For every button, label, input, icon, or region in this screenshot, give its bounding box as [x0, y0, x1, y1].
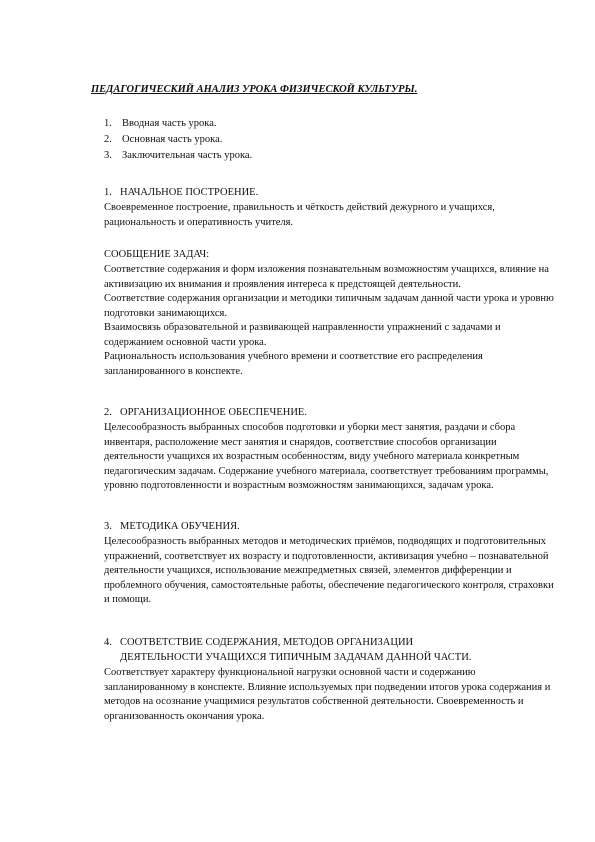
section-heading-continuation: ДЕЯТЕЛЬНОСТИ УЧАЩИХСЯ ТИПИЧНЫМ ЗАДАЧАМ ДАННОЙ ЧАСТИ.: [120, 652, 472, 663]
section-content-correspondence: [104, 636, 559, 724]
list-item-number: 3.: [104, 150, 112, 161]
section-paragraph: Соответствие содержания и форм изложения познавательным возможностям учащихся, влияние на активизацию их внимания и проявления интереса к предстоящей деятельности.: [104, 264, 549, 290]
section-initial-formation: [104, 186, 559, 230]
section-paragraph: Рациональность использования учебного времени и соответствие его распределения запланированного в конспекте.: [104, 351, 483, 377]
section-paragraph: Целесообразность выбранных методов и методических приёмов, подводящих и подготовительных упражнений, соответствует их возрасту и подготовленности, активизация учебно – познавательной деятельности учащихся, использование межпредметных связей, элементов дифференции и проблемного обучения, самостоятельные работы, обеспечение педагогического контроля, страховки и помощи.: [104, 536, 554, 605]
section-heading-text: ОРГАНИЗАЦИОННОЕ ОБЕСПЕЧЕНИЕ.: [120, 407, 307, 418]
section-paragraph: Целесообразность выбранных способов подготовки и уборки мест занятия, раздачи и сбора инвентаря, расположение мест занятия и снарядов, соответствие способов организации деятельности учащихся их возрастным особенностям, виду учебного материала конкретным педагогическим задачам. Содержание учебного материала, соответствует требованиям программы, уровню подготовленности и возрастным возможностям занимающихся, задачам урока.: [104, 422, 549, 491]
list-item: [104, 116, 252, 132]
section-task-message: [104, 248, 559, 379]
section-teaching-methods: [104, 520, 559, 608]
section-number: 1.: [104, 187, 112, 198]
list-item-label: Вводная часть урока.: [122, 118, 217, 129]
list-item: [104, 148, 252, 164]
section-paragraph: Соответствие содержания организации и методики типичным задачам данной части урока и уровню подготовки занимающихся.: [104, 293, 554, 319]
section-heading-text: МЕТОДИКА ОБУЧЕНИЯ.: [120, 521, 240, 532]
list-item-number: 1.: [104, 118, 112, 129]
section-heading-text: НАЧАЛЬНОЕ ПОСТРОЕНИЕ.: [120, 187, 259, 198]
section-heading-text: СООТВЕТСТВИЕ СОДЕРЖАНИЯ, МЕТОДОВ ОРГАНИЗАЦИИ: [120, 637, 414, 648]
list-item: [104, 132, 252, 148]
document-title: ПЕДАГОГИЧЕСКИЙ АНАЛИЗ УРОКА ФИЗИЧЕСКОЙ КУЛЬТУРЫ.: [91, 84, 418, 95]
list-item-number: 2.: [104, 134, 112, 145]
section-number: 4.: [104, 637, 112, 648]
section-number: 2.: [104, 407, 112, 418]
lesson-parts-list: [104, 116, 252, 164]
section-heading: [104, 520, 559, 535]
section-number: 3.: [104, 521, 112, 532]
section-paragraph: Взаимосвязь образовательной и развивающей направленности упражнений с задачами и содержанием основной части урока.: [104, 322, 501, 348]
section-heading: [104, 186, 559, 201]
section-heading: [104, 636, 559, 651]
list-item-label: Основная часть урока.: [122, 134, 223, 145]
section-paragraph: Своевременное построение, правильность и чёткость действий дежурного и учащихся, рациональность и оперативность учителя.: [104, 202, 495, 228]
list-item-label: Заключительная часть урока.: [122, 150, 253, 161]
section-paragraph: Соответствует характеру функциональной нагрузки основной части и содержанию запланированному в конспекте. Влияние используемых при подведении итогов урока содержания и методов на осознание учащимися результатов собственной деятельности. Своевременность и организованность окончания урока.: [104, 667, 551, 722]
section-organizational-support: [104, 406, 559, 494]
section-heading: [104, 406, 559, 421]
section-heading: СООБЩЕНИЕ ЗАДАЧ:: [104, 249, 210, 260]
